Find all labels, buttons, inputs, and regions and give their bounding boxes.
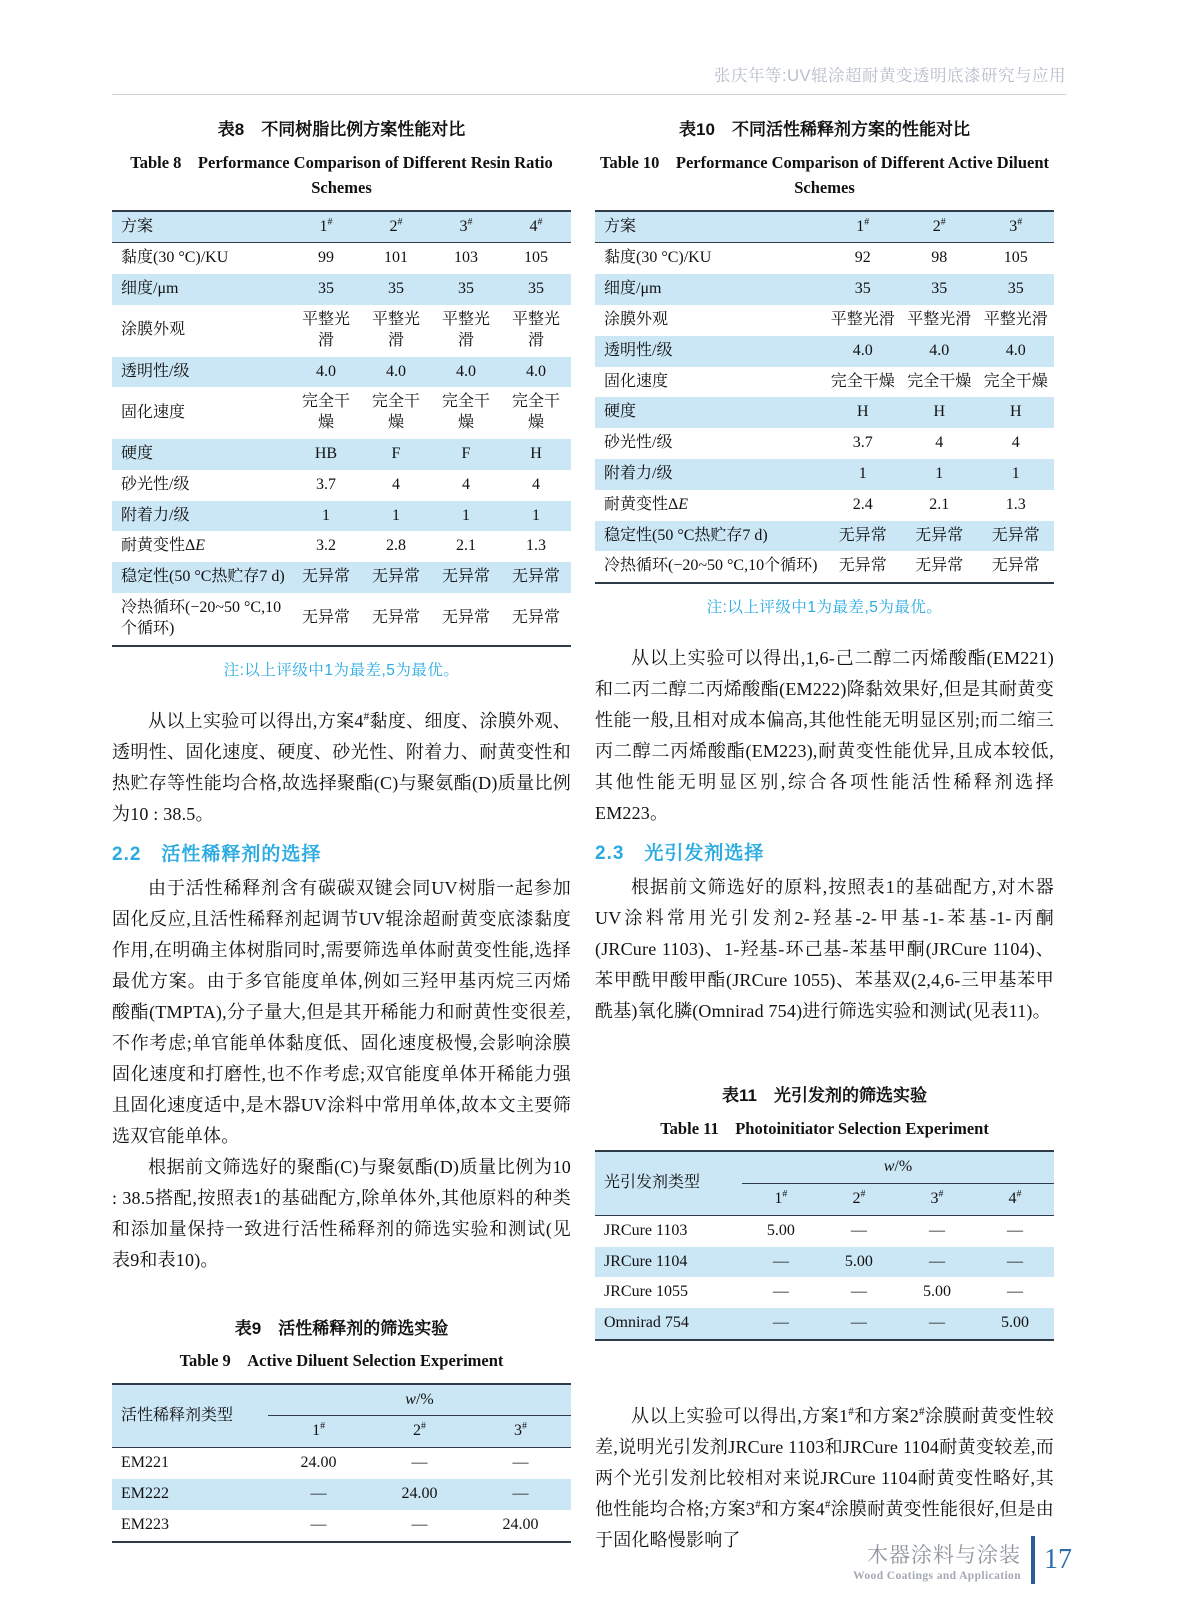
table11-cell: 5.00	[844, 1252, 873, 1270]
table10-row	[595, 521, 1054, 552]
table8-cell: 99	[318, 249, 334, 267]
table11-col-header: 3#	[898, 1184, 976, 1216]
table8-cell: 4	[392, 475, 400, 493]
table11-cell: —	[928, 1314, 945, 1332]
table9-cell: 24.00	[502, 1515, 539, 1533]
table10-col-header: 1#	[825, 211, 902, 243]
table9-row-label: EM223	[121, 1515, 169, 1533]
table11-row	[595, 1308, 1054, 1340]
table9-group-header: w/%	[268, 1384, 571, 1416]
table8-row	[112, 439, 571, 470]
table10-note: 注:以上评级中1为最差,5为最优。	[706, 599, 943, 617]
table8-cell: 35	[528, 280, 544, 298]
table10-cell: 平整光滑	[907, 311, 972, 329]
table10-row-label: 砂光性/级	[604, 434, 673, 452]
table8-cell: 无异常	[301, 609, 350, 627]
table8-cell: 无异常	[371, 609, 420, 627]
table11-col-header: 2#	[820, 1184, 898, 1216]
table9-cell: —	[512, 1454, 529, 1472]
table11-cell: —	[850, 1283, 867, 1301]
table8-cell: F	[461, 445, 471, 462]
table8-row-label: 砂光性/级	[121, 475, 190, 493]
table8-cell: 平整光滑	[301, 311, 350, 349]
table8-cell: 35	[458, 280, 474, 298]
table8-cell: 103	[454, 249, 478, 267]
table10-cell: 2.1	[929, 495, 950, 513]
table11-cell: —	[772, 1252, 789, 1270]
paragraph-diluent-conclusion: 从以上实验可以得出,1,6-己二醇二丙烯酸酯(EM221)和二丙二醇二丙烯酸酯(EM222)降黏效果好,但是其耐黄变性能一般,且相对成本偏高,其他性能无明显区别;而二缩三丙二醇二丙烯酸酯(EM223),耐黄变性能优异,且成本较低,其他性能无明显区别,综合各项性能活性稀释剂选择EM223。	[595, 648, 1054, 824]
table9-row	[112, 1510, 571, 1542]
paragraph-resin-conclusion: 从以上实验可以得出,方案4#黏度、细度、涂膜外观、透明性、固化速度、硬度、砂光性、附着力、耐黄变性和热贮存等性能均合格,故选择聚酯(C)与聚氨酯(D)质量比例为10 : 38.5。	[112, 710, 571, 824]
table9-row-label: EM221	[121, 1454, 169, 1472]
table8-cell: 无异常	[511, 568, 560, 586]
table10-row	[595, 243, 1054, 274]
table11-row	[595, 1215, 1054, 1246]
table10-row-label: 耐黄变性ΔE	[604, 495, 689, 513]
table8-cell: 平整光滑	[371, 311, 420, 349]
table10-row-label: 透明性/级	[604, 341, 673, 359]
table10-cell: 无异常	[838, 526, 887, 544]
table10-cell: 完全干燥	[830, 372, 895, 390]
section-heading-2-2: 2.2 活性稀释剂的选择	[112, 843, 322, 865]
table10-cell: 105	[1003, 249, 1028, 267]
paragraph-photoinitiator-intro: 根据前文筛选好的原料,按照表1的基础配方,对木器UV涂料常用光引发剂2-羟基-2-甲基-1-苯基-1-丙酮(JRCure 1103)、1-羟基-环己基-苯基甲酮(JRCure 1104)、苯甲酰甲酸甲酯(JRCure 1055)、苯基双(2,4,6-三甲基苯甲酰基)氧化膦(Omnirad 754)进行筛选实验和测试(见表11)。	[595, 877, 1054, 1022]
table8-cell: 35	[388, 280, 404, 298]
table8	[112, 210, 571, 647]
table9-cell: —	[512, 1485, 529, 1503]
table8-cell: 无异常	[511, 609, 560, 627]
table10-row-label: 涂膜外观	[604, 311, 669, 329]
table8-cell: 无异常	[301, 568, 350, 586]
table10-row	[595, 428, 1054, 459]
table8-cell: 1	[392, 506, 400, 524]
table10-cell: 4.0	[929, 341, 950, 359]
table9-cell: 24.00	[401, 1485, 438, 1503]
table8-caption-en: Table 8 Performance Comparison of Different Resin Ratio Schemes	[130, 152, 553, 198]
table8-cell: 完全干燥	[441, 393, 490, 432]
table8-row	[112, 274, 571, 305]
table8-corner-header: 方案	[112, 211, 291, 243]
table8-cell: 平整光滑	[441, 311, 490, 349]
table8-col-header: 1#	[291, 211, 361, 243]
table11-group-header: w/%	[742, 1151, 1054, 1183]
table10-row	[595, 459, 1054, 490]
table8-cell: 完全干燥	[511, 393, 560, 432]
table11-cell: —	[772, 1314, 789, 1332]
table8-cell: 1	[322, 506, 330, 524]
table9-row	[112, 1448, 571, 1479]
table10-cell: 平整光滑	[830, 311, 895, 329]
table10-cell: 无异常	[915, 557, 964, 575]
table9-col-header: 1#	[268, 1416, 369, 1448]
table10-cell: 1.3	[1005, 495, 1026, 513]
table8-cell: 4.0	[386, 362, 406, 380]
table10-row-label: 黏度(30 °C)/KU	[604, 249, 712, 267]
table8-cell: 35	[318, 280, 334, 298]
table8-row	[112, 501, 571, 532]
table10-caption-zh: 表10 不同活性稀释剂方案的性能对比	[679, 120, 970, 139]
table10-row	[595, 490, 1054, 521]
table8-cell: 2.1	[456, 537, 476, 555]
table10-cell: 无异常	[915, 526, 964, 544]
table10-cell: 1	[1011, 465, 1020, 482]
table9-cell: 24.00	[300, 1454, 337, 1472]
table8-row	[112, 593, 571, 646]
table8-block	[112, 117, 571, 680]
table8-row	[112, 357, 571, 388]
table11-cell: 5.00	[1000, 1314, 1029, 1332]
table10-row	[595, 551, 1054, 583]
table10-cell: 完全干燥	[983, 372, 1048, 390]
table10-row	[595, 305, 1054, 336]
table8-row	[112, 305, 571, 357]
table10	[595, 210, 1054, 585]
paragraph-diluent-method: 根据前文筛选好的聚酯(C)与聚氨酯(D)质量比例为10 : 38.5搭配,按照表1的基础配方,除单体外,其他原料的种类和添加量保持一致进行活性稀释剂的筛选实验和测试(见表9和表10)。	[112, 1156, 571, 1270]
table8-row-label: 稳定性(50 °C热贮存7 d)	[121, 568, 285, 586]
table10-row	[595, 397, 1054, 428]
table11-cell: —	[850, 1314, 867, 1332]
table8-cell: 105	[524, 249, 548, 267]
table8-row	[112, 531, 571, 562]
table8-cell: 完全干燥	[371, 393, 420, 432]
table10-corner-header: 方案	[595, 211, 825, 243]
table8-caption-zh: 表8 不同树脂比例方案性能对比	[217, 120, 466, 139]
table10-row	[595, 367, 1054, 398]
table11	[595, 1150, 1054, 1341]
table8-col-header: 4#	[501, 211, 571, 243]
table10-cell: H	[933, 403, 946, 421]
paragraph-photoinitiator-conclusion: 从以上实验可以得出,方案1#和方案2#涂膜耐黄变性较差,说明光引发剂JRCure 1103和JRCure 1104耐黄变较差,而两个光引发剂比较相对来说JRCure 1104耐黄变性略好,其他性能均合格;方案3#和方案4#涂膜耐黄变性能很好,但是由于固化略慢影响了	[595, 1406, 1054, 1551]
table10-cell: 无异常	[838, 557, 887, 575]
table8-cell: 无异常	[441, 609, 490, 627]
table8-cell: 平整光滑	[511, 311, 560, 349]
table8-cell: 4.0	[456, 362, 476, 380]
table11-cell: —	[1006, 1252, 1023, 1270]
table8-row	[112, 470, 571, 501]
table10-cell: 4	[1011, 434, 1020, 452]
table8-row-label: 黏度(30 °C)/KU	[121, 249, 229, 267]
table11-caption-en: Table 11 Photoinitiator Selection Experiment	[660, 1118, 989, 1138]
table8-row-label: 细度/μm	[121, 280, 179, 298]
table10-cell: 92	[854, 249, 871, 267]
section-heading-2-3: 2.3 光引发剂选择	[595, 843, 765, 865]
table10-row-label: 固化速度	[604, 372, 669, 390]
table10-cell: 1	[935, 465, 944, 482]
table8-cell: 无异常	[441, 568, 490, 586]
table10-row-label: 硬度	[604, 403, 637, 421]
table8-row	[112, 562, 571, 593]
right-column	[595, 117, 1054, 1556]
table11-cell: —	[850, 1221, 867, 1239]
page-footer	[853, 1536, 1072, 1584]
table11-row	[595, 1247, 1054, 1278]
table10-row-label: 细度/μm	[604, 280, 662, 298]
table10-col-header: 3#	[978, 211, 1055, 243]
table11-row-label: JRCure 1103	[604, 1221, 688, 1239]
table10-cell: 98	[931, 249, 948, 267]
table11-col-header: 1#	[742, 1184, 820, 1216]
table10-row	[595, 274, 1054, 305]
table9-cell: —	[310, 1515, 327, 1533]
table11-cell: —	[1006, 1283, 1023, 1301]
table8-cell: 4.0	[526, 362, 546, 380]
table8-cell: H	[530, 445, 542, 462]
table8-row	[112, 387, 571, 439]
table9-block	[112, 1316, 571, 1543]
table10-block	[595, 117, 1054, 617]
table10-row	[595, 336, 1054, 367]
table10-cell: 2.4	[852, 495, 873, 513]
table8-col-header: 2#	[361, 211, 431, 243]
table9-caption-en: Table 9 Active Diluent Selection Experiment	[179, 1351, 504, 1371]
table10-cell: 4	[935, 434, 944, 452]
table9-row	[112, 1479, 571, 1510]
table8-cell: 1	[462, 506, 470, 524]
table11-row-label: Omnirad 754	[604, 1314, 689, 1332]
table10-cell: 4.0	[852, 341, 873, 359]
table8-row-label: 耐黄变性ΔE	[121, 537, 206, 555]
table11-cell: —	[1006, 1221, 1023, 1239]
table11-caption-zh: 表11 光引发剂的筛选实验	[722, 1086, 927, 1106]
table8-cell: 4.0	[316, 362, 336, 380]
table8-row-label: 附着力/级	[121, 506, 190, 524]
table8-row-label: 冷热循环(−20~50 °C,10个循环)	[121, 598, 282, 637]
table11-cell: 5.00	[922, 1283, 951, 1301]
table10-cell: 35	[1007, 280, 1024, 298]
table8-cell: 3.2	[316, 537, 336, 555]
table10-cell: 35	[854, 280, 871, 298]
two-column-content	[0, 95, 1178, 1556]
table8-cell: 4	[532, 475, 540, 493]
table10-col-header: 2#	[901, 211, 978, 243]
table10-caption-en: Table 10 Performance Comparison of Different Active Diluent Schemes	[599, 152, 1050, 198]
table10-row-label: 稳定性(50 °C热贮存7 d)	[604, 526, 768, 544]
table11-row	[595, 1277, 1054, 1308]
table9-cell: —	[411, 1454, 428, 1472]
table9-col-header: 3#	[470, 1416, 571, 1448]
table8-cell: 101	[384, 249, 408, 267]
table9-cell: —	[411, 1515, 428, 1533]
table8-note: 注:以上评级中1为最差,5为最优。	[223, 661, 460, 679]
table11-cell: —	[928, 1221, 945, 1239]
table8-cell: 完全干燥	[301, 393, 350, 432]
table8-cell: 2.8	[386, 537, 406, 555]
table9-row-label: EM222	[121, 1485, 169, 1503]
table8-cell: 1.3	[526, 537, 546, 555]
table8-row-label: 固化速度	[121, 403, 186, 421]
table10-cell: 4.0	[1005, 341, 1026, 359]
journal-name-en: Wood Coatings and Application	[853, 1569, 1021, 1582]
page-number: 17	[1044, 1544, 1072, 1575]
table8-row-label: 硬度	[121, 445, 154, 462]
table11-cell: —	[772, 1283, 789, 1301]
table9-caption-zh: 表9 活性稀释剂的筛选实验	[234, 1318, 449, 1338]
table8-col-header: 3#	[431, 211, 501, 243]
running-head: 张庆年等:UV辊涂超耐黄变透明底漆研究与应用	[112, 0, 1066, 95]
table9-cell: —	[310, 1485, 327, 1503]
left-column	[112, 117, 571, 1556]
table11-col-header: 4#	[976, 1184, 1054, 1216]
table9	[112, 1383, 571, 1543]
table10-cell: 无异常	[991, 526, 1040, 544]
table10-cell: 35	[931, 280, 948, 298]
table11-cell: —	[928, 1252, 945, 1270]
table8-row-label: 涂膜外观	[121, 321, 186, 339]
table11-corner-header: 光引发剂类型	[595, 1151, 742, 1215]
table8-cell: 无异常	[371, 568, 420, 586]
table8-row-label: 透明性/级	[121, 362, 190, 380]
table9-col-header: 2#	[369, 1416, 470, 1448]
table8-cell: F	[391, 445, 401, 462]
journal-name	[853, 1539, 1021, 1582]
table11-row-label: JRCure 1104	[604, 1252, 688, 1270]
table11-row-label: JRCure 1055	[604, 1283, 688, 1301]
footer-divider	[1031, 1536, 1035, 1584]
paragraph-diluent-intro: 由于活性稀释剂含有碳碳双键会同UV树脂一起参加固化反应,且活性稀释剂起调节UV辊涂超耐黄变底漆黏度作用,在明确主体树脂同时,需要筛选单体耐黄变性能,选择最优方案。由于多官能度单体,例如三羟甲基丙烷三丙烯酸酯(TMPTA),分子量大,但是其开稀能力和耐黄性变很差,不作考虑;单官能单体黏度低、固化速度极慢,会影响涂膜固化速度和打磨性,也不作考虑;双官能度单体开稀能力强且固化速度适中,是木器UV涂料中常用单体,故本文主要筛选双官能单体。	[112, 877, 571, 1146]
table10-cell: H	[856, 403, 869, 421]
table11-cell: 5.00	[766, 1221, 795, 1239]
table10-row-label: 附着力/级	[604, 465, 673, 482]
table8-row	[112, 243, 571, 274]
table8-cell: HB	[314, 445, 338, 462]
table8-cell: 3.7	[316, 475, 336, 493]
table9-corner-header: 活性稀释剂类型	[112, 1384, 268, 1448]
table10-cell: 完全干燥	[907, 372, 972, 390]
table10-cell: 1	[858, 465, 867, 482]
journal-name-zh: 木器涂料与涂装	[867, 1543, 1021, 1567]
table10-cell: 无异常	[991, 557, 1040, 575]
table10-cell: 3.7	[852, 434, 873, 452]
table8-cell: 1	[532, 506, 540, 524]
table10-cell: 平整光滑	[983, 311, 1048, 329]
table10-row-label: 冷热循环(−20~50 °C,10个循环)	[604, 557, 818, 575]
table10-cell: H	[1009, 403, 1022, 421]
table8-cell: 4	[462, 475, 470, 493]
table11-block	[595, 1083, 1054, 1341]
